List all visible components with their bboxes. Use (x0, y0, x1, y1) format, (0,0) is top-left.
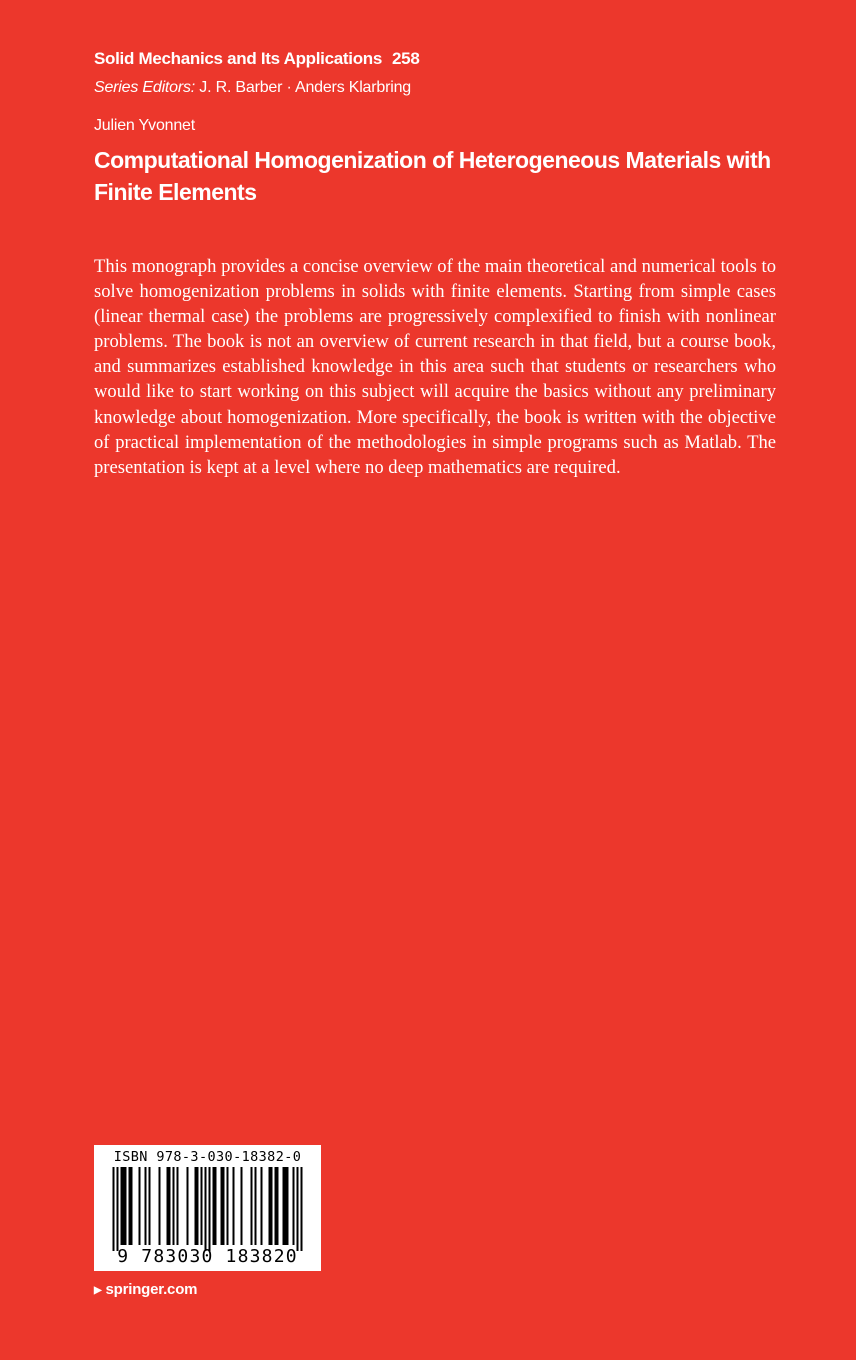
springer-link[interactable] (94, 1281, 197, 1298)
barcode-bar (201, 1167, 203, 1245)
series-editors-label: Series Editors: (94, 79, 196, 96)
barcode-bar (145, 1167, 147, 1245)
barcode-bar (205, 1167, 207, 1251)
triangle-right-icon: ▶ (94, 1285, 102, 1296)
barcode-bar (213, 1167, 217, 1245)
series-heading (94, 49, 419, 69)
barcode-bar (149, 1167, 151, 1245)
barcode-bar (173, 1167, 175, 1245)
barcode-bar (209, 1167, 211, 1251)
barcode-bar (167, 1167, 171, 1245)
barcode-bar (283, 1167, 289, 1245)
barcode-bar (301, 1167, 303, 1251)
barcode-bar (297, 1167, 299, 1251)
barcode-bar (293, 1167, 295, 1245)
barcode-bar (251, 1167, 253, 1245)
series-name: Solid Mechanics and Its Applications (94, 49, 383, 68)
isbn-barcode (94, 1145, 321, 1271)
book-author: Julien Yvonnet (94, 117, 195, 134)
series-editors-names: J. R. Barber · Anders Klarbring (199, 79, 411, 96)
series-number: 258 (392, 49, 420, 68)
barcode-bar (233, 1167, 235, 1245)
barcode-bar (121, 1167, 127, 1245)
isbn-text: ISBN 978-3-030-18382-0 (113, 1149, 302, 1165)
ean-digits: 9 783030 183820 (117, 1246, 298, 1267)
barcode-bar (261, 1167, 263, 1245)
barcode-bar (129, 1167, 133, 1245)
barcode-bar (113, 1167, 115, 1251)
barcode-bar (241, 1167, 243, 1245)
barcode-bar (187, 1167, 189, 1245)
book-description: This monograph provides a concise overview of the main theoretical and numerical tools to solve homogenization problems in solids with finite elements. Starting from simple cases (linear thermal case) the problems are progressively complexified to finish with nonlinear problems. The book is not an overview of current research in that field, but a course book, and summarizes established knowledge in this area such that students or researchers who would like to start working on this subject will acquire the basics without any preliminary knowledge about homogenization. More specifically, the book is written with the objective of practical implementation of the methodologies in simple programs such as Matlab. The presentation is kept at a level where no deep mathematics are required. (94, 256, 776, 478)
barcode-bar (117, 1167, 119, 1251)
series-editors (94, 79, 411, 97)
barcode-bar (255, 1167, 257, 1245)
book-title: Computational Homogenization of Heterogeneous Materials with Finite Elements (94, 147, 771, 205)
barcode-bar (275, 1167, 279, 1245)
springer-link-text: springer.com (105, 1281, 198, 1298)
barcode-bar (227, 1167, 229, 1245)
barcode-bar (195, 1167, 199, 1245)
barcode-bar (159, 1167, 161, 1245)
barcode-bar (177, 1167, 179, 1245)
barcode-bar (221, 1167, 225, 1245)
barcode-bar (269, 1167, 273, 1245)
barcode-bar (139, 1167, 141, 1245)
